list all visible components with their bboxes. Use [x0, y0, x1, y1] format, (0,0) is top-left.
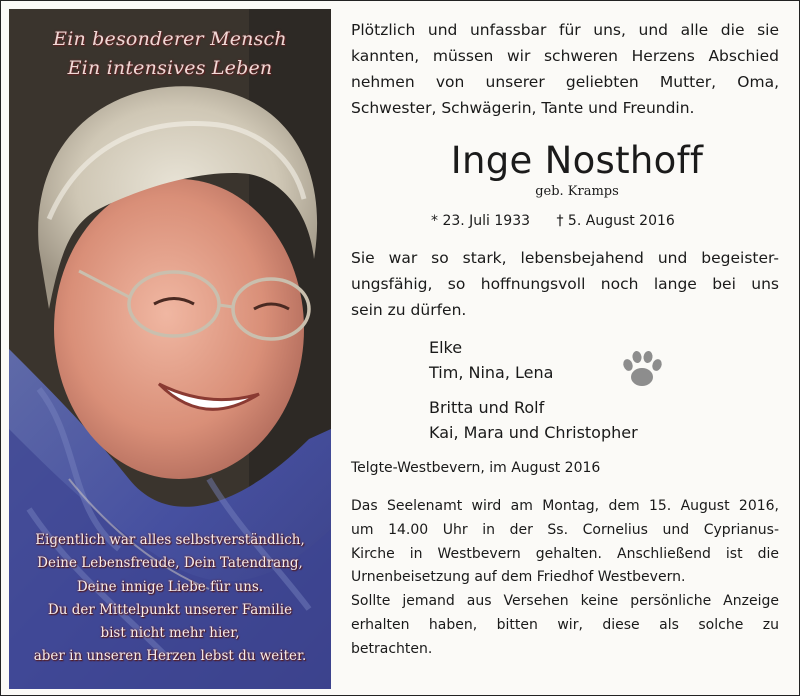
text-line: Das Seelenamt wird am Montag, dem 15. August 2016,	[351, 498, 779, 514]
quote-line: Ein besonderer Mensch	[53, 28, 287, 50]
birth-date: * 23. Juli 1933	[431, 213, 531, 229]
quote-line: Deine innige Liebe für uns.	[76, 578, 264, 595]
text-line: erhalten haben, bitten wir, diese als solche zu	[351, 616, 779, 633]
text-line: Sollte jemand aus Versehen keine persönliche Anzeige	[351, 593, 779, 610]
family-list	[351, 335, 779, 445]
quote-line: Deine Lebensfreude, Dein Tatendrang,	[37, 555, 303, 572]
paw-print-icon	[619, 347, 665, 393]
text-line: kannten, müssen wir schweren Herzens Abschied	[351, 47, 779, 65]
quote-line: Eigentlich war alles selbstverständlich,	[35, 532, 305, 548]
text-line: Schwester, Schwägerin, Tante und Freundin.	[351, 99, 695, 117]
quote-line: Du der Mittelpunkt unserer Familie	[47, 601, 293, 618]
service-announcement	[351, 495, 779, 662]
text-line: betrachten.	[351, 640, 433, 657]
death-date: † 5. August 2016	[556, 213, 675, 229]
family-group	[429, 335, 779, 385]
text-line: Urnenbeisetzung auf dem Friedhof Westbevern.	[351, 569, 686, 586]
notice-text-column	[351, 17, 779, 662]
text-line: ungsfähig, so hoffnungsvoll noch lange bei uns	[351, 275, 779, 293]
intro-paragraph	[351, 17, 779, 121]
deceased-name: Inge Nosthoff	[450, 139, 704, 182]
family-member: Britta und Rolf	[429, 398, 545, 417]
photo-quote-bottom	[9, 529, 331, 669]
birth-name: geb. Kramps	[535, 184, 619, 199]
family-member: Elke	[429, 338, 463, 357]
portrait-photo	[9, 9, 331, 689]
life-dates	[351, 211, 779, 231]
family-member: Kai, Mara und Christopher	[429, 423, 638, 442]
tribute-paragraph	[351, 245, 779, 323]
text-line: um 14.00 Uhr in der Ss. Cornelius und Cyprianus-	[351, 521, 779, 538]
photo-quote-top	[9, 25, 331, 83]
text-line: Kirche in Westbevern gehalten. Anschließend ist die	[351, 545, 779, 562]
text-line: Sie war so stark, lebensbejahend und begeister-	[351, 249, 779, 267]
text-line: sein zu dürfen.	[351, 301, 467, 319]
quote-line: bist nicht mehr hier,	[100, 625, 240, 642]
place-and-date: Telgte-Westbevern, im August 2016	[351, 460, 601, 476]
family-group	[429, 395, 779, 445]
quote-line: aber in unseren Herzen lebst du weiter.	[33, 648, 307, 665]
family-member: Tim, Nina, Lena	[429, 363, 554, 382]
text-line: nehmen von unserer geliebten Mutter, Oma,	[351, 73, 779, 91]
quote-line: Ein intensives Leben	[67, 57, 273, 79]
text-line: Plötzlich und unfassbar für uns, und alle die sie	[351, 21, 779, 39]
